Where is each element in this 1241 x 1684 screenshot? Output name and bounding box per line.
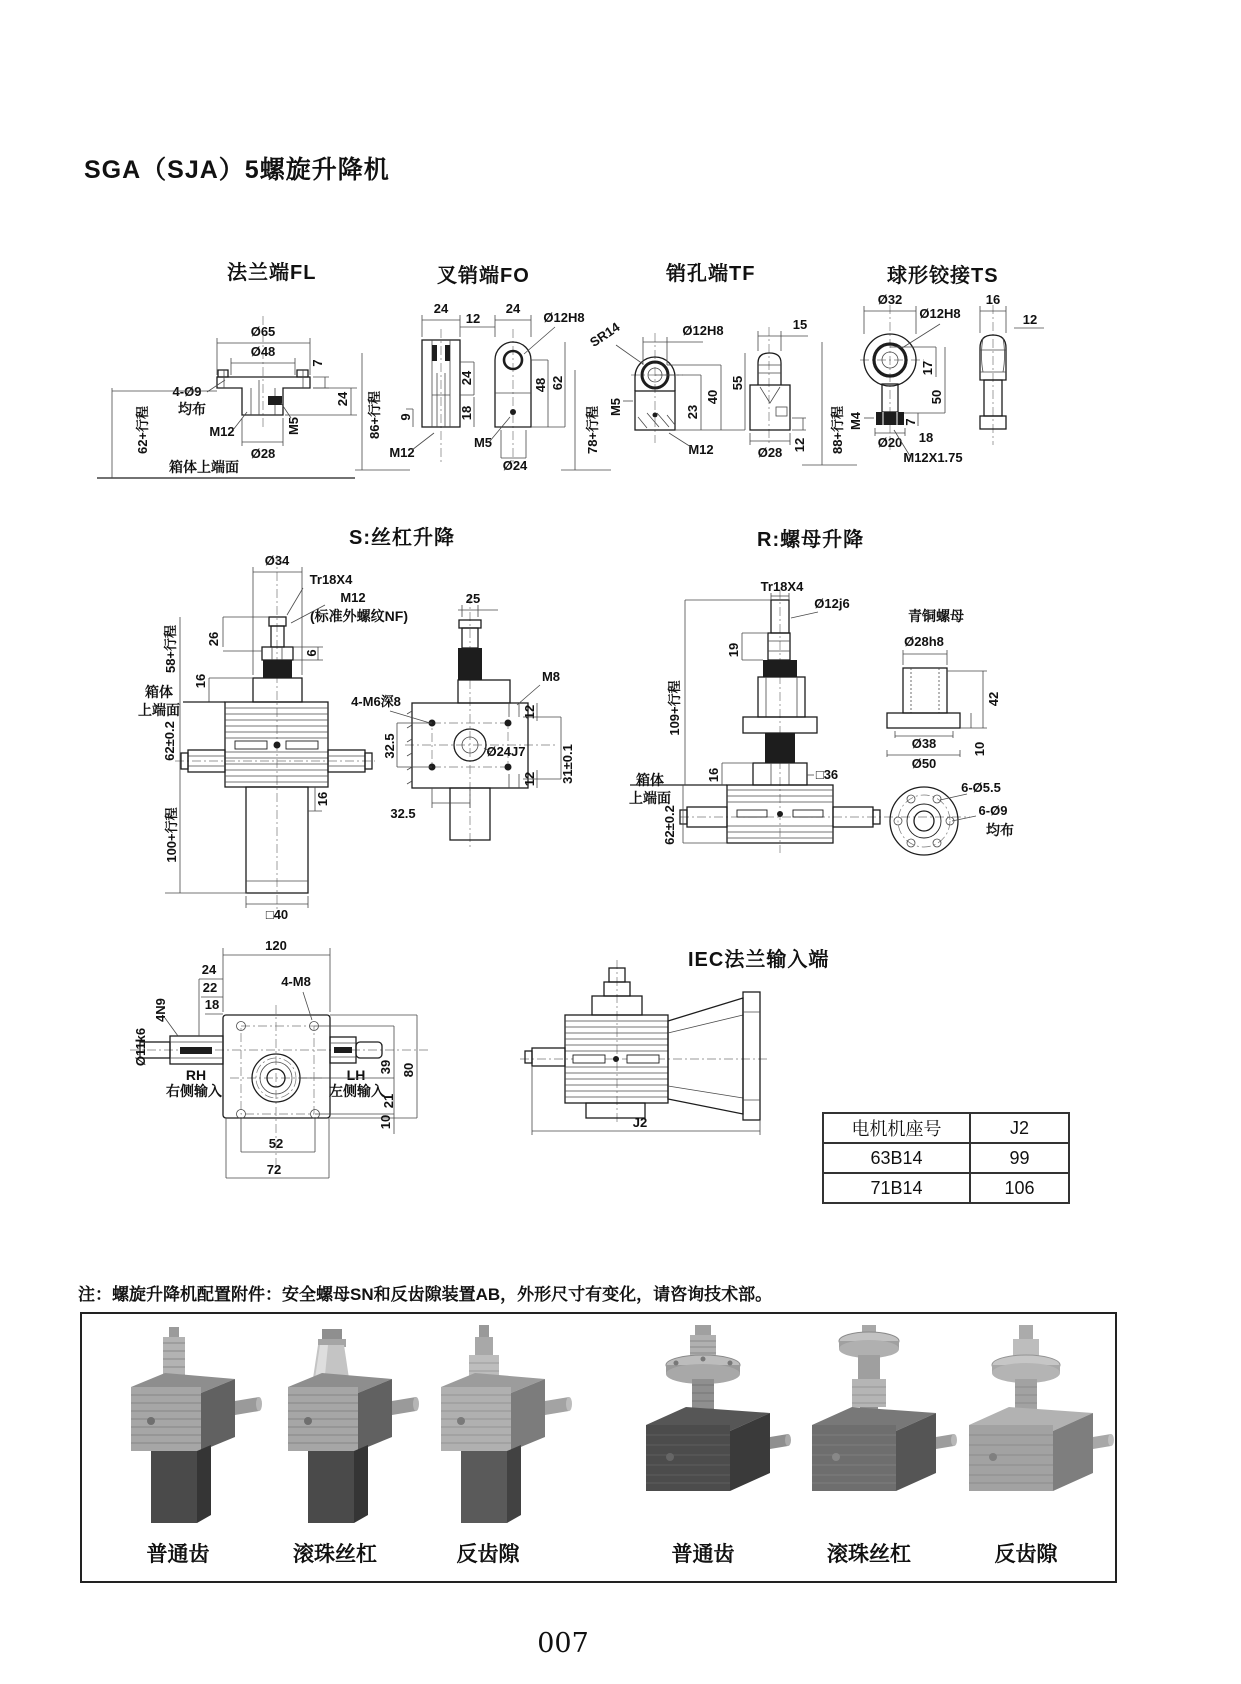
motor-frame-table [822, 1112, 1070, 1204]
dim-label: Tr18X4 [760, 579, 804, 594]
dim-label: 24 [433, 301, 449, 316]
dim-label: Ø34 [264, 553, 290, 568]
screw-jack-photo [288, 1329, 419, 1523]
dim-label: 上端面 [138, 702, 180, 718]
dim-label: 4-Ø9 [172, 384, 202, 399]
ts-drawing [790, 250, 1090, 475]
dim-label: Ø24J7 [486, 744, 526, 759]
iec-dimensions [532, 1066, 760, 1135]
dim-label: 12 [465, 311, 481, 326]
dim-label: 120 [265, 938, 287, 953]
section-title-tf: 销孔端TF [666, 263, 756, 285]
dim-label: 17 [920, 360, 935, 376]
dim-label: Ø11k6 [133, 1027, 148, 1067]
page-title: SGA（SJA）5螺旋升降机 [84, 156, 390, 184]
r-drawing [590, 505, 1090, 865]
dim-label: 左侧输入 [329, 1083, 385, 1099]
dim-label: 12 [522, 771, 537, 787]
dim-label: 16 [193, 673, 208, 689]
dim-label: J2 [632, 1115, 648, 1130]
dim-label: 18 [204, 997, 220, 1012]
page-number: 007 [537, 1628, 589, 1659]
table-row [823, 1173, 1069, 1203]
dim-label: 青铜螺母 [908, 608, 964, 624]
table-header-j2: J2 [970, 1113, 1069, 1143]
fo-dimensions [355, 301, 585, 473]
dim-label: 72 [266, 1162, 282, 1177]
dim-label: M12X1.75 [903, 450, 963, 465]
dim-label: M4 [848, 411, 863, 431]
dim-label: Ø12H8 [919, 306, 961, 321]
product-photo-4 [618, 1325, 788, 1530]
iec-drawing [470, 900, 770, 1145]
dim-label: 12 [522, 704, 537, 720]
photo-label: 普通齿 [671, 1543, 735, 1566]
dim-label: M5 [286, 416, 301, 436]
dim-label: 16 [985, 292, 1001, 307]
table-cell: 99 [970, 1143, 1069, 1173]
dim-label: 15 [792, 317, 808, 332]
section-title-s: S:丝杠升降 [349, 527, 455, 549]
dim-label: M12 [340, 590, 366, 605]
dim-label: 24 [201, 962, 217, 977]
dim-label: 40 [705, 389, 720, 405]
dim-label: 62 [550, 375, 565, 391]
dim-label: 50 [929, 389, 944, 405]
dim-label: 88+行程 [830, 405, 845, 455]
iec-part-outline [520, 960, 770, 1125]
screw-jack-photo [441, 1325, 572, 1523]
r-dimensions [629, 579, 1014, 845]
dim-label: 48 [533, 377, 548, 393]
dim-label: 31±0.1 [560, 744, 575, 784]
dim-label: 18 [918, 430, 934, 445]
dim-label: 均布 [178, 401, 206, 417]
dim-label: RH [185, 1067, 207, 1083]
dim-label: 7 [903, 418, 918, 426]
section-title-iec: IEC法兰输入端 [688, 949, 830, 971]
ts-part-outline [860, 305, 1006, 450]
section-title-fo: 叉销端FO [437, 265, 530, 287]
dim-label: 22 [202, 980, 218, 995]
tf-part-outline [631, 327, 790, 445]
dim-label: 4-M8 [281, 974, 311, 989]
dim-label: M5 [473, 435, 493, 450]
dim-label: M5 [608, 397, 623, 417]
dim-label: 80 [401, 1062, 416, 1078]
table-cell: 106 [970, 1173, 1069, 1203]
dim-label: 上端面 [629, 790, 671, 806]
dim-label: 4N9 [153, 998, 168, 1022]
dim-label: 55 [730, 375, 745, 391]
product-photo-1 [93, 1325, 263, 1530]
dim-label: 39 [378, 1059, 393, 1075]
dim-label: Ø32 [877, 292, 903, 307]
section-title-r: R:螺母升降 [757, 529, 865, 551]
dim-label: 10 [378, 1114, 393, 1130]
s-dimensions [138, 553, 575, 922]
gearbox-top-view-drawing [100, 930, 440, 1195]
dim-label: Ø12j6 [814, 596, 850, 611]
photo-label: 反齿隙 [994, 1543, 1058, 1566]
dim-label: 右侧输入 [166, 1083, 222, 1099]
dim-label: 4-M6深8 [351, 694, 401, 709]
fo-drawing [350, 265, 585, 477]
dim-label: M12 [688, 442, 714, 457]
dim-label: Ø12H8 [543, 310, 585, 325]
photo-label: 滚珠丝杠 [293, 1543, 377, 1566]
dim-label: Ø65 [250, 324, 276, 339]
dim-label: 24 [505, 301, 521, 316]
dim-label: 均布 [986, 822, 1014, 838]
table-cell: 63B14 [823, 1143, 970, 1173]
dim-label: 6-Ø5.5 [961, 780, 1001, 795]
dim-label: Ø28 [757, 445, 783, 460]
screw-jack-photo [969, 1325, 1114, 1491]
section-title-fl: 法兰端FL [227, 262, 317, 284]
section-title-ts: 球形铰接TS [887, 265, 999, 287]
table-header-frame: 电机机座号 [823, 1113, 970, 1143]
photo-label: 反齿隙 [456, 1543, 520, 1566]
table-row [823, 1143, 1069, 1173]
dim-label: □40 [265, 907, 289, 922]
dim-label: 26 [206, 631, 221, 647]
dim-label: 78+行程 [585, 405, 600, 455]
dim-label: 109+行程 [667, 680, 682, 736]
dim-label: 6-Ø9 [978, 803, 1008, 818]
screw-jack-photo [131, 1327, 262, 1523]
dim-label: 9 [398, 413, 413, 421]
dim-label: SR14 [587, 319, 623, 350]
dim-label: 19 [726, 642, 741, 658]
fl-dimensions [112, 324, 357, 478]
dim-label: Tr18X4 [309, 572, 353, 587]
product-photo-2 [250, 1325, 420, 1530]
dim-label: Ø20 [877, 435, 903, 450]
dim-label: □36 [815, 767, 839, 782]
dim-label: 24 [335, 391, 350, 407]
dim-label: Ø24 [502, 458, 528, 473]
photo-label: 滚珠丝杠 [827, 1543, 911, 1566]
dim-label: 7 [310, 359, 325, 367]
dim-label: 62±0.2 [162, 721, 177, 761]
screw-jack-photo [812, 1325, 957, 1491]
ts-dimensions [802, 292, 1044, 465]
dim-label: Ø12H8 [682, 323, 724, 338]
dim-label: 箱体 [145, 684, 173, 700]
screw-jack-photo [646, 1325, 791, 1491]
product-photo-6 [941, 1325, 1111, 1530]
dim-label: LH [346, 1067, 366, 1083]
dim-label: 箱体 [636, 772, 664, 788]
photo-label: 普通齿 [146, 1543, 210, 1566]
dim-label: 21 [381, 1093, 396, 1109]
note-text: 注：螺旋升降机配置附件：安全螺母SN和反齿隙装置AB，外形尺寸有变化，请咨询技术部。 [78, 1285, 773, 1304]
dim-label: 18 [459, 405, 474, 421]
dim-label: 24 [459, 370, 474, 386]
s-drawing [85, 505, 580, 925]
dim-label: 32.5 [390, 806, 416, 821]
dim-label: Ø28 [250, 446, 276, 461]
dim-label: (标准外螺纹NF) [310, 608, 408, 624]
product-photo-5 [784, 1325, 954, 1530]
product-photo-3 [403, 1325, 573, 1530]
dim-label: M8 [541, 669, 561, 684]
dim-label: M12 [209, 424, 235, 439]
dim-label: 25 [465, 591, 481, 606]
dim-label: 62±0.2 [662, 805, 677, 845]
dim-label: Ø38 [911, 736, 937, 751]
dim-label: 42 [986, 691, 1001, 707]
dim-label: M12 [389, 445, 415, 460]
dim-label: Ø50 [911, 756, 937, 771]
dim-label: 86+行程 [367, 390, 382, 440]
table-cell: 71B14 [823, 1173, 970, 1203]
dim-label: Ø48 [250, 344, 276, 359]
dim-label: 10 [972, 741, 987, 757]
dim-label: 16 [315, 791, 330, 807]
dim-label: 16 [706, 767, 721, 783]
tf-drawing [553, 265, 818, 477]
dim-label: 6 [304, 649, 319, 657]
dim-label: 32.5 [382, 733, 397, 759]
fl-drawing [85, 268, 365, 483]
dim-label: 箱体上端面 [169, 459, 239, 475]
dim-label: 52 [268, 1136, 284, 1151]
dim-label: Ø28h8 [904, 634, 944, 649]
tf-dimensions [561, 317, 808, 470]
dim-label: 23 [685, 404, 700, 420]
dim-label: 12 [1022, 312, 1038, 327]
dim-label: 58+行程 [163, 624, 178, 674]
dim-label: 12 [792, 437, 807, 453]
dim-label: 62+行程 [135, 405, 150, 455]
dim-label: 100+行程 [164, 807, 179, 863]
